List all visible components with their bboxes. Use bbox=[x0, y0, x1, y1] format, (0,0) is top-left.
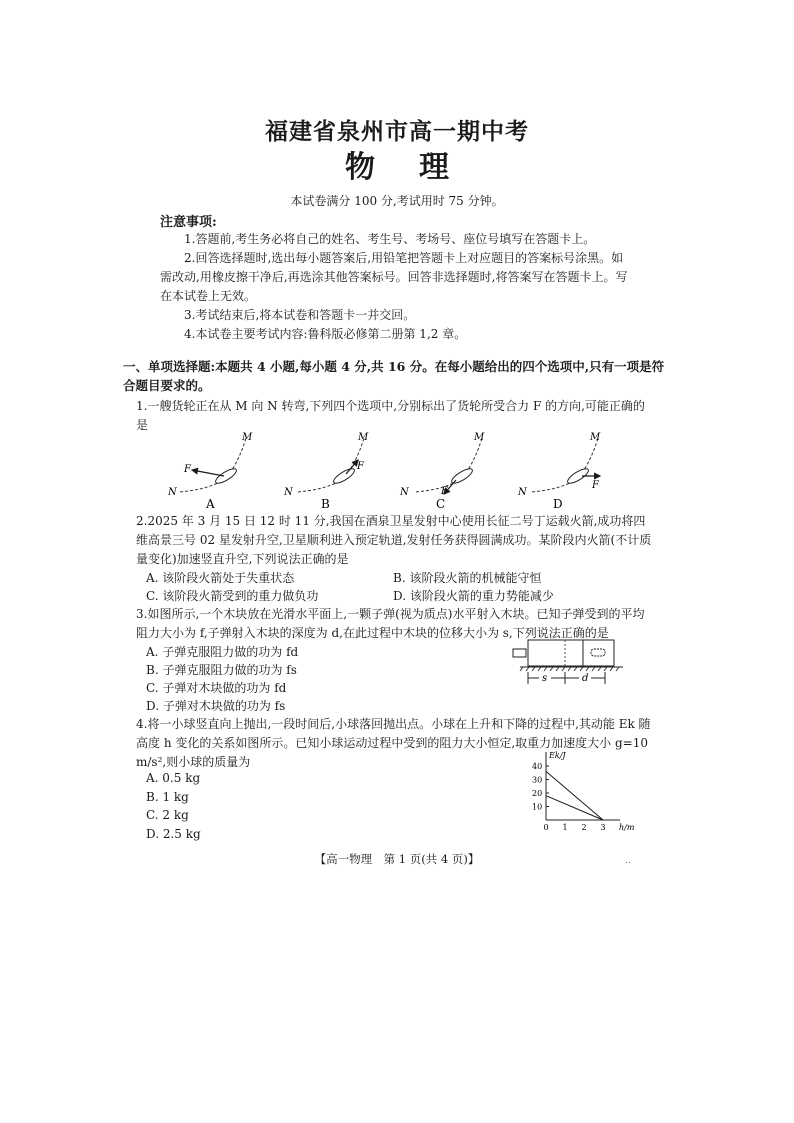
figure-option-c bbox=[399, 432, 485, 511]
question-2-option-c: C. 该阶段火箭受到的重力做负功 bbox=[146, 589, 319, 603]
point-m-label: M bbox=[242, 432, 253, 443]
point-m-label: M bbox=[358, 432, 369, 443]
x-tick-label: 1 bbox=[562, 823, 568, 832]
ship-icon bbox=[332, 466, 357, 486]
question-1-stem: 1.一艘货轮正在从 M 向 N 转弯,下列四个选项中,分别标出了货轮所受合力 F 的方向,可能正确的是 bbox=[136, 399, 645, 432]
point-m-label: M bbox=[590, 432, 601, 443]
y-tick-label: 40 bbox=[532, 762, 543, 771]
note-item-1: 1.答题前,考生务必将自己的姓名、考生号、考场号、座位号填写在答题卡上。 bbox=[184, 232, 596, 246]
option-label: A bbox=[206, 497, 215, 511]
notes-title: 注意事项: bbox=[160, 215, 217, 230]
exam-info: 本试卷满分 100 分,考试用时 75 分钟。 bbox=[290, 194, 504, 208]
label-d: d bbox=[582, 673, 589, 684]
force-label: F bbox=[184, 464, 191, 475]
question-2-option-a: A. 该阶段火箭处于失重状态 bbox=[146, 571, 295, 585]
point-m-label: M bbox=[474, 432, 485, 443]
page-footer: 【高一物理 第 1 页(共 4 页)】 bbox=[314, 852, 480, 866]
footer-mark: .. bbox=[625, 856, 631, 866]
ship-icon bbox=[214, 466, 239, 486]
exam-title: 福建省泉州市高一期中考 bbox=[265, 118, 529, 145]
question-1-figures bbox=[160, 428, 620, 513]
section-heading: 一、单项选择题:本题共 4 小题,每小题 4 分,共 16 分。在每小题给出的四个选项中,只有一项是符合题目要求的。 bbox=[123, 359, 665, 393]
question-4-stem: 4.将一小球竖直向上抛出,一段时间后,小球落回抛出点。小球在上升和下降的过程中,其动能 Ek 随高度 h 变化的关系如图所示。已知小球运动过程中受到的阻力大小恒定,取重力加速度大小 g=10 m/s²,则小球的质量为 bbox=[136, 717, 651, 769]
force-label: F bbox=[357, 461, 364, 472]
question-4-option-c: C. 2 kg bbox=[146, 808, 189, 822]
question-4-option-a: A. 0.5 kg bbox=[146, 771, 201, 785]
note-item-4: 4.本试卷主要考试内容:鲁科版必修第二册第 1,2 章。 bbox=[184, 327, 467, 341]
question-2-option-d: D. 该阶段火箭的重力势能减少 bbox=[393, 589, 554, 603]
embedded-bullet-icon bbox=[591, 649, 605, 656]
x-tick-label: 2 bbox=[581, 823, 587, 832]
y-tick-label: 10 bbox=[532, 802, 543, 812]
question-4-option-d: D. 2.5 kg bbox=[146, 827, 201, 841]
trajectory-curve bbox=[416, 438, 482, 492]
question-3-stem: 3.如图所示,一个木块放在光滑水平面上,一颗子弹(视为质点)水平射入木块。已知子弹受到的平均阻力大小为 f,子弹射入木块的深度为 d,在此过程中木块的位移大小为 s,下列说法正确的是 bbox=[136, 607, 645, 640]
question-3-option-a: A. 子弹克服阻力做的功为 fd bbox=[146, 645, 299, 659]
y-axis-label: Ek/J bbox=[549, 751, 566, 760]
trajectory-curve bbox=[532, 438, 598, 492]
y-tick-label: 30 bbox=[532, 775, 543, 785]
option-label: C bbox=[436, 497, 446, 511]
label-s: s bbox=[542, 673, 548, 684]
subject-title bbox=[0, 142, 794, 186]
point-n-label: N bbox=[284, 487, 293, 498]
graph-ticks bbox=[532, 762, 606, 832]
x-tick-label: 3 bbox=[600, 823, 606, 832]
force-label: F bbox=[441, 486, 448, 497]
question-4-option-b: B. 1 kg bbox=[146, 790, 189, 804]
subject-char-2: 理 bbox=[419, 150, 449, 185]
graph-lines bbox=[546, 771, 603, 820]
subject-char-1: 物 bbox=[345, 150, 375, 185]
note-item-3: 3.考试结束后,将本试卷和答题卡一并交回。 bbox=[184, 308, 416, 322]
figure-option-d bbox=[517, 432, 601, 511]
x-axis-label: h/m bbox=[619, 823, 635, 832]
figure-option-b bbox=[283, 432, 369, 511]
question-2-option-b: B. 该阶段火箭的机械能守恒 bbox=[393, 571, 542, 585]
point-n-label: N bbox=[400, 487, 409, 498]
question-2-stem: 2.2025 年 3 月 15 日 12 时 11 分,我国在酒泉卫星发射中心使用长征二号丁运载火箭,成功将四维高景三号 02 星发射升空,卫星顺利进入预定轨道,发射任务获得圆满成功。某阶段内火箭(不计质量变化)加速竖直升空,下列说法正确的是 bbox=[136, 514, 652, 566]
figure-option-a bbox=[167, 432, 253, 511]
question-3-option-b: B. 子弹克服阻力做的功为 fs bbox=[146, 663, 297, 677]
ek-line bbox=[546, 771, 603, 820]
ground-hatching bbox=[520, 667, 619, 671]
force-arrow bbox=[192, 470, 224, 476]
question-3-option-c: C. 子弹对木块做的功为 fd bbox=[146, 681, 287, 695]
bullet-icon bbox=[513, 649, 526, 657]
point-n-label: N bbox=[168, 487, 177, 498]
point-n-label: N bbox=[518, 487, 527, 498]
force-label: F bbox=[592, 480, 599, 491]
x-tick-label: 0 bbox=[543, 823, 549, 832]
option-label: B bbox=[321, 497, 330, 511]
note-item-2: 2.回答选择题时,选出每小题答案后,用铅笔把答题卡上对应题目的答案标号涂黑。如需改动,用橡皮擦干净后,再选涂其他答案标号。回答非选择题时,将答案写在答题卡上。写在本试卷上无效。 bbox=[160, 251, 628, 303]
question-3-figure bbox=[505, 636, 630, 688]
y-tick-label: 20 bbox=[532, 789, 543, 798]
option-label: D bbox=[553, 497, 563, 511]
ek-line bbox=[546, 796, 603, 820]
question-4-graph bbox=[528, 746, 648, 834]
question-3-option-d: D. 子弹对木块做的功为 fs bbox=[146, 699, 286, 713]
